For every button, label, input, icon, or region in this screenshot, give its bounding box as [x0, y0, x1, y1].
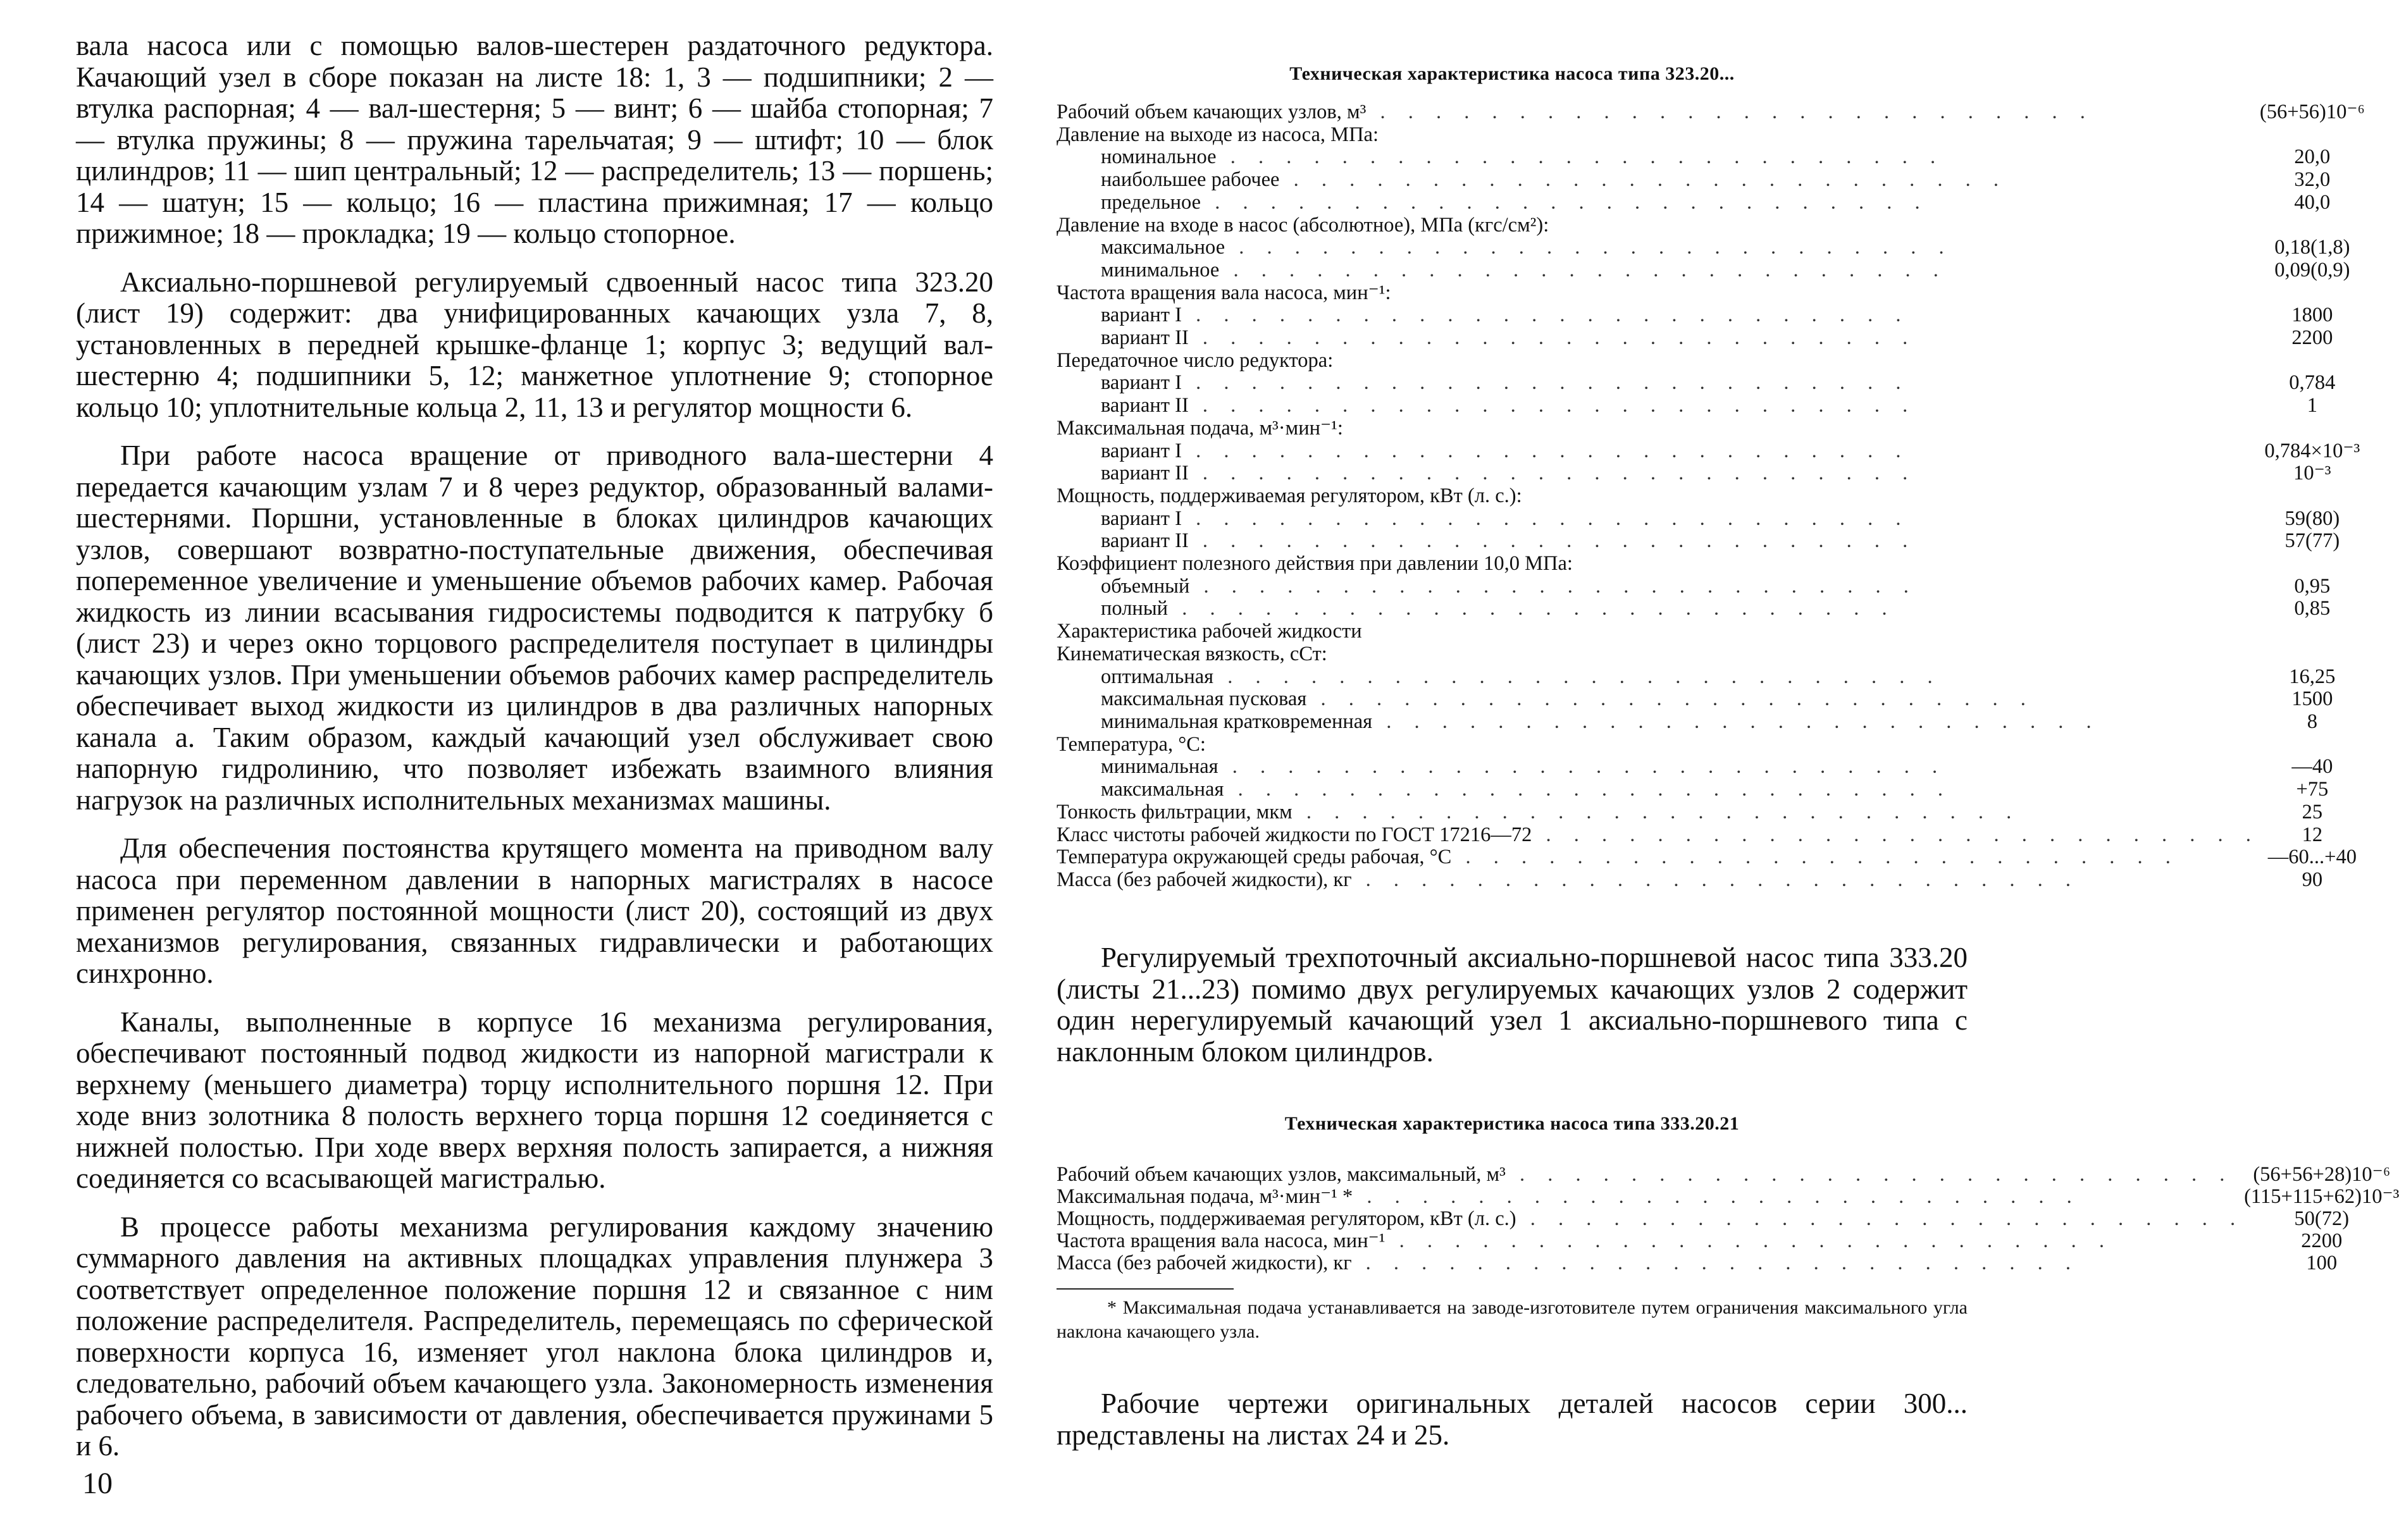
spec-label-text: Масса (без рабочей жидкости), кг — [1057, 868, 1352, 891]
spec-label-text: вариант II — [1101, 529, 1189, 553]
leader-dots: . . . . . . . . . . . . . . . . . . . . . . . . . . — [1188, 462, 1917, 485]
spec-title-323: Техническая характеристика насоса типа 323.20... — [1289, 63, 1735, 84]
leader-dots: . . . . . . . . . . . . . . . . . . . . . . . . . . — [1353, 1185, 2081, 1208]
spec-label-text: Характеристика рабочей жидкости — [1057, 620, 1362, 643]
leader-dots: . . . . . . . . . . . . . . . . . . . . . . . . . . — [1372, 710, 2100, 733]
spec-label-text: вариант I — [1101, 507, 1182, 530]
leader-dots: . . . . . . . . . . . . . . . . . . . . . . . . . . — [1219, 258, 1947, 281]
spec-row — [1057, 711, 2365, 734]
spec-label — [1057, 1230, 2244, 1252]
spec-row — [1057, 620, 2365, 643]
spec-label-text: Коэффициент полезного действия при давлении 10,0 МПа: — [1057, 552, 1573, 576]
spec-label-text: вариант II — [1101, 394, 1189, 417]
spec-value — [2260, 553, 2365, 576]
spec-row — [1057, 756, 2365, 779]
leader-dots: . . . . . . . . . . . . . . . . . . . . . . . . . . — [1218, 755, 1947, 779]
spec-label — [1057, 417, 2260, 440]
spec-value: 2200 — [2301, 1229, 2343, 1252]
leader-dots: . . . . . . . . . . . . . . . . . . . . . . . . . . — [1188, 326, 1917, 350]
spec-label — [1057, 1186, 2244, 1208]
spec-row — [1057, 1252, 2399, 1274]
spec-value — [2260, 282, 2365, 305]
spec-row — [1057, 304, 2365, 327]
spec-row — [1057, 576, 2365, 598]
spec-label — [1057, 146, 2260, 169]
spec-value: 59(80) — [2284, 507, 2340, 530]
spec-label-text: оптимальная — [1101, 665, 1214, 688]
closing-paragraph: Рабочие чертежи оригинальных деталей насосов серии 300... представлены на листах 24 и 25. — [1057, 1388, 1968, 1451]
spec-row — [1057, 869, 2365, 892]
spec-label-text: Рабочий объем качающих узлов, м³ — [1057, 101, 1367, 123]
spec-label — [1057, 801, 2260, 824]
spec-value — [2260, 485, 2365, 508]
leader-dots: . . . . . . . . . . . . . . . . . . . . . . . . . . — [1279, 168, 2007, 192]
paragraph-6: В процессе работы механизма регулирования каждому значению суммарного давления на активных площадках управления плунжера 3 соответствует определенное положение поршня 12 и связанное с ним положение распределителя. Распределитель, перемещаясь по сферической поверхности корпуса 16, изменяет угол наклона блока цилиндров и, следовательно, рабочий объем качающего узла. Закономерность изменения рабочего объема, в зависимости от давления, обеспечивается пружинами 5 и 6. — [76, 1210, 993, 1462]
spec-title-333: Техническая характеристика насоса типа 333.20.21 — [1284, 1113, 1740, 1134]
leader-dots: . . . . . . . . . . . . . . . . . . . . . . . . . . — [1201, 190, 1929, 214]
leader-dots: . . . . . . . . . . . . . . . . . . . . . . . . . . — [1188, 394, 1917, 417]
paragraph-2: Аксиально-поршневой регулируемый сдвоенный насос типа 323.20 (лист 19) содержит: два унифицированных качающих узла 7, 8, установленных в передней крышке-фланце 1; корпус 3; ведущий вал-шестерню 4; подшипники 5, 12; манжетное уплотнение 9; стопорное кольцо 10; уплотнительные кольца 2, 11, 13 и регулятор мощности 6. — [76, 266, 993, 423]
spec-label-text: Мощность, поддерживаемая регулятором, кВт (л. с.): — [1057, 484, 1522, 507]
paragraph-5: Каналы, выполненные в корпусе 16 механизма регулирования, обеспечивают постоянный подвод жидкости из напорной магистрали к верхнему (меньшего диаметра) торцу исполнительного поршня 12. При ходе вниз золотника 8 полость верхнего торца поршня 12 соединяется с нижней полостью. При ходе вверх верхняя полость запирается, а нижняя соединяется со всасывающей магистралью. — [76, 1006, 993, 1194]
spec-row — [1057, 350, 2365, 373]
spec-label — [1057, 846, 2260, 869]
spec-label-text: Рабочий объем качающих узлов, максимальный, м³ — [1057, 1163, 1506, 1186]
spec-row — [1057, 734, 2365, 756]
spec-label — [1057, 124, 2260, 147]
paragraph-4: Для обеспечения постоянства крутящего момента на приводном валу насоса при переменном давлении в напорных магистралях в насосе применен регулятор постоянной мощности (лист 20), состоящий из двух механизмов регулирования, связанных гидравлически и работающих синхронно. — [76, 832, 993, 989]
spec-label — [1057, 779, 2260, 801]
spec-row — [1057, 395, 2365, 417]
spec-label-text: Давление на выходе из насоса, МПа: — [1057, 123, 1379, 146]
spec-value — [2260, 214, 2365, 237]
spec-label — [1057, 688, 2260, 711]
spec-value: 57(77) — [2284, 529, 2340, 553]
spec-label — [1057, 643, 2260, 666]
spec-row — [1057, 824, 2365, 847]
spec-label-text: Температура, °С: — [1057, 732, 1206, 756]
spec-label — [1057, 530, 2260, 553]
leader-dots: . . . . . . . . . . . . . . . . . . . . . . . . . . — [1351, 868, 2080, 891]
spec-label-text: объемный — [1101, 574, 1190, 598]
spec-row — [1057, 1186, 2399, 1208]
spec-row — [1057, 237, 2365, 259]
spec-row — [1057, 553, 2365, 576]
spec-value: 0,18(1,8) — [2274, 236, 2350, 259]
page-number: 10 — [82, 1467, 113, 1500]
spec-value: 1800 — [2291, 304, 2333, 327]
spec-value: 90 — [2302, 868, 2323, 891]
spec-label — [1057, 1208, 2244, 1230]
spec-row — [1057, 282, 2365, 305]
spec-row — [1057, 801, 2365, 824]
spec-label-text: минимальная — [1101, 755, 1218, 779]
spec-label-text: Частота вращения вала насоса, мин⁻¹: — [1057, 281, 1391, 304]
spec-label — [1057, 304, 2260, 327]
spec-label-text: минимальное — [1101, 258, 1220, 281]
spec-row — [1057, 598, 2365, 620]
spec-row — [1057, 846, 2365, 869]
spec-row — [1057, 485, 2365, 508]
spec-label-text: наибольшее рабочее — [1101, 168, 1280, 192]
spec-value: 2200 — [2291, 326, 2333, 350]
spec-row — [1057, 666, 2365, 689]
spec-value — [2260, 124, 2365, 147]
leader-dots: . . . . . . . . . . . . . . . . . . . . . . . . . . — [1505, 1163, 2234, 1186]
spec-label — [1057, 666, 2260, 689]
spec-row — [1057, 169, 2365, 192]
spec-label — [1057, 237, 2260, 259]
leader-dots: . . . . . . . . . . . . . . . . . . . . . . . . . . — [1189, 574, 1918, 598]
spec-label — [1057, 553, 2260, 576]
spec-value: 0,95 — [2294, 574, 2331, 598]
spec-label-text: Максимальная подача, м³·мин⁻¹ * — [1057, 1185, 1353, 1208]
spec-label — [1057, 214, 2260, 237]
spec-value: (115+115+62)10⁻³ — [2244, 1185, 2399, 1208]
spec-label-text: полный — [1101, 597, 1169, 620]
spec-label-text: Максимальная подача, м³·мин⁻¹: — [1057, 416, 1343, 440]
spec-label-text: Тонкость фильтрации, мкм — [1057, 800, 1292, 823]
paragraph-333: Регулируемый трехпоточный аксиально-поршневой насос типа 333.20 (листы 21...23) помимо двух регулируемых качающих узлов 2 содержит один нерегулируемый качающий узел 1 аксиально-поршневого типа с наклонным блоком цилиндров. — [1057, 942, 1968, 1068]
leader-dots: . . . . . . . . . . . . . . . . . . . . . . . . . . — [1516, 1207, 2245, 1230]
leader-dots: . . . . . . . . . . . . . . . . . . . . . . . . . . — [1351, 1252, 2080, 1274]
spec-row — [1057, 259, 2365, 282]
spec-label — [1057, 192, 2260, 214]
spec-row — [1057, 688, 2365, 711]
spec-label-text: Температура окружающей среды рабочая, °С — [1057, 846, 1452, 869]
spec-label — [1057, 711, 2260, 734]
spec-row — [1057, 417, 2365, 440]
spec-label — [1057, 576, 2260, 598]
spec-label-text: Передаточное число редуктора: — [1057, 348, 1334, 372]
leader-dots: . . . . . . . . . . . . . . . . . . . . . . . . . . — [1306, 687, 2035, 711]
spec-row — [1057, 146, 2365, 169]
spec-label-text: максимальное — [1101, 236, 1225, 259]
spec-label-text: Частота вращения вала насоса, мин⁻¹ — [1057, 1229, 1385, 1252]
spec-value — [2260, 417, 2365, 440]
spec-label — [1057, 462, 2260, 485]
spec-row — [1057, 462, 2365, 485]
spec-label — [1057, 1164, 2244, 1186]
leader-dots: . . . . . . . . . . . . . . . . . . . . . . . . . . — [1532, 823, 2260, 846]
left-page — [76, 0, 993, 1540]
spec-value: 50(72) — [2294, 1207, 2350, 1230]
spec-label-text: предельное — [1101, 190, 1201, 214]
spec-label-text: вариант II — [1101, 462, 1189, 485]
spec-value — [2260, 350, 2365, 373]
spec-label-text: Масса (без рабочей жидкости), кг — [1057, 1252, 1352, 1274]
spec-row — [1057, 124, 2365, 147]
spec-label — [1057, 1252, 2244, 1274]
spec-label-text: Мощность, поддерживаемая регулятором, кВт (л. с.) — [1057, 1207, 1516, 1230]
spec-value: +75 — [2296, 778, 2329, 801]
spec-label — [1057, 350, 2260, 373]
spec-label — [1057, 169, 2260, 192]
spec-value: 20,0 — [2294, 145, 2331, 169]
spec-value: 16,25 — [2289, 665, 2336, 688]
leader-dots: . . . . . . . . . . . . . . . . . . . . . . . . . . — [1385, 1229, 2113, 1252]
spec-value: (56+56)10⁻⁶ — [2259, 101, 2365, 123]
leader-dots: . . . . . . . . . . . . . . . . . . . . . . . . . . — [1181, 371, 1910, 395]
spec-label — [1057, 620, 2260, 643]
spec-label-text: вариант I — [1101, 304, 1182, 327]
leader-dots: . . . . . . . . . . . . . . . . . . . . . . . . . . — [1225, 236, 1953, 259]
spec-label — [1057, 756, 2260, 779]
spec-label — [1057, 440, 2260, 463]
spec-row — [1057, 440, 2365, 463]
spec-row — [1057, 327, 2365, 350]
spec-label-text: вариант I — [1101, 439, 1182, 462]
spec-value: —60...+40 — [2267, 846, 2357, 869]
spec-value — [2260, 643, 2365, 666]
spec-row — [1057, 214, 2365, 237]
spec-value: (56+56+28)10⁻⁶ — [2253, 1163, 2391, 1186]
spec-value: 40,0 — [2294, 190, 2331, 214]
leader-dots: . . . . . . . . . . . . . . . . . . . . . . . . . . — [1188, 529, 1917, 553]
spec-label — [1057, 395, 2260, 417]
spec-label-text: максимальная — [1101, 778, 1224, 801]
spec-label — [1057, 598, 2260, 620]
spec-value: 0,784 — [2289, 371, 2336, 395]
spec-label-text: минимальная кратковременная — [1101, 710, 1373, 733]
spec-label-text: максимальная пусковая — [1101, 687, 1307, 711]
spec-label-text: Класс чистоты рабочей жидкости по ГОСТ 17216—72 — [1057, 823, 1532, 846]
spec-row — [1057, 643, 2365, 666]
spec-table-323 — [1057, 101, 2365, 892]
paragraph-1: вала насоса или с помощью валов-шестерен раздаточного редуктора. Качающий узел в сборе показан на листе 18: 1, 3 — подшипники; 2 — втулка распорная; 4 — вал-шестерня; 5 — винт; 6 — шайба стопорная; 7 — втулка пружины; 8 — пружина тарельчатая; 9 — штифт; 10 — блок цилиндров; 11 — шип центральный; 12 — распределитель; 13 — поршень; 14 — шатун; 15 — кольцо; 16 — пластина прижимная; 17 — кольцо прижимное; 18 — прокладка; 19 — кольцо стопорное. — [76, 30, 993, 249]
footnote: * Максимальная подача устанавливается на заводе-изготовителе путем ограничения максимального угла наклона качающего узла. — [1057, 1297, 1968, 1342]
leader-dots: . . . . . . . . . . . . . . . . . . . . . . . . . . — [1181, 439, 1910, 462]
paragraph-3: При работе насоса вращение от приводного вала-шестерни 4 передается качающим узлам 7 и 8 через редуктор, образованный валами-шестернями. Поршни, установленные в блоках цилиндров качающих узлов, совершают возвратно-поступательные движения, обеспечивая попеременное увеличение и уменьшение объемов рабочих камер. Рабочая жидкость из линии всасывания гидросистемы подводится к патрубку б (лист 23) и через окно торцового распределителя поступает в цилиндры качающих узлов. При уменьшении объемов рабочих камер распределитель обеспечивает выход жидкости из цилиндров в два различных напорных канала а. Таким образом, каждый качающий узел обслуживает свою напорную гидролинию, что позволяет избежать взаимного влияния нагрузок на различных исполнительных механизмах машины. — [76, 440, 993, 816]
spec-label — [1057, 824, 2260, 847]
leader-dots: . . . . . . . . . . . . . . . . . . . . . . . . . . — [1292, 800, 2021, 823]
leader-dots: . . . . . . . . . . . . . . . . . . . . . . . . . . — [1168, 597, 1896, 620]
spec-row — [1057, 508, 2365, 531]
spec-label-text: вариант II — [1101, 326, 1189, 350]
spec-value: 25 — [2302, 800, 2323, 823]
spec-label-text: номинальное — [1101, 145, 1217, 169]
spec-row — [1057, 1230, 2399, 1252]
spec-label — [1057, 282, 2260, 305]
spec-value: 10⁻³ — [2293, 462, 2331, 485]
leader-dots: . . . . . . . . . . . . . . . . . . . . . . . . . . — [1451, 846, 2179, 869]
spec-row — [1057, 779, 2365, 801]
leader-dots: . . . . . . . . . . . . . . . . . . . . . . . . . . — [1213, 665, 1942, 688]
spec-label — [1057, 485, 2260, 508]
right-page — [1057, 0, 2399, 1540]
spec-value: 32,0 — [2294, 168, 2331, 192]
spec-value: 100 — [2306, 1252, 2338, 1274]
spec-value: —40 — [2291, 755, 2333, 779]
spec-label-text: вариант I — [1101, 371, 1182, 395]
spec-label — [1057, 734, 2260, 756]
leader-dots: . . . . . . . . . . . . . . . . . . . . . . . . . . — [1366, 101, 2094, 123]
spec-value — [2260, 734, 2365, 756]
spec-value: 8 — [2307, 710, 2317, 733]
spec-value — [2260, 620, 2365, 643]
spec-label — [1057, 259, 2260, 282]
spec-row — [1057, 192, 2365, 214]
leader-dots: . . . . . . . . . . . . . . . . . . . . . . . . . . — [1181, 304, 1910, 327]
left-text-column — [76, 30, 993, 1479]
spec-row — [1057, 101, 2365, 124]
spec-label — [1057, 508, 2260, 531]
spec-label-text: Кинематическая вязкость, сСт: — [1057, 642, 1327, 665]
spec-label — [1057, 101, 2260, 124]
spec-value: 0,85 — [2294, 597, 2331, 620]
leader-dots: . . . . . . . . . . . . . . . . . . . . . . . . . . — [1224, 778, 1952, 801]
spec-value: 12 — [2302, 823, 2323, 846]
spec-row — [1057, 1208, 2399, 1230]
spec-label — [1057, 372, 2260, 395]
spec-value: 1500 — [2291, 687, 2333, 711]
spec-row — [1057, 530, 2365, 553]
spec-label — [1057, 869, 2260, 892]
spec-row — [1057, 372, 2365, 395]
spec-table-333 — [1057, 1164, 2399, 1274]
spec-value: 1 — [2307, 394, 2317, 417]
leader-dots: . . . . . . . . . . . . . . . . . . . . . . . . . . — [1181, 507, 1910, 530]
spec-value: 0,09(0,9) — [2274, 258, 2350, 281]
leader-dots: . . . . . . . . . . . . . . . . . . . . . . . . . . — [1216, 145, 1945, 169]
spec-label — [1057, 327, 2260, 350]
spec-label-text: Давление на входе в насос (абсолютное), МПа (кгс/см²): — [1057, 213, 1549, 237]
spec-row — [1057, 1164, 2399, 1186]
footnote-rule — [1057, 1288, 1234, 1290]
spec-value: 0,784×10⁻³ — [2264, 439, 2360, 462]
